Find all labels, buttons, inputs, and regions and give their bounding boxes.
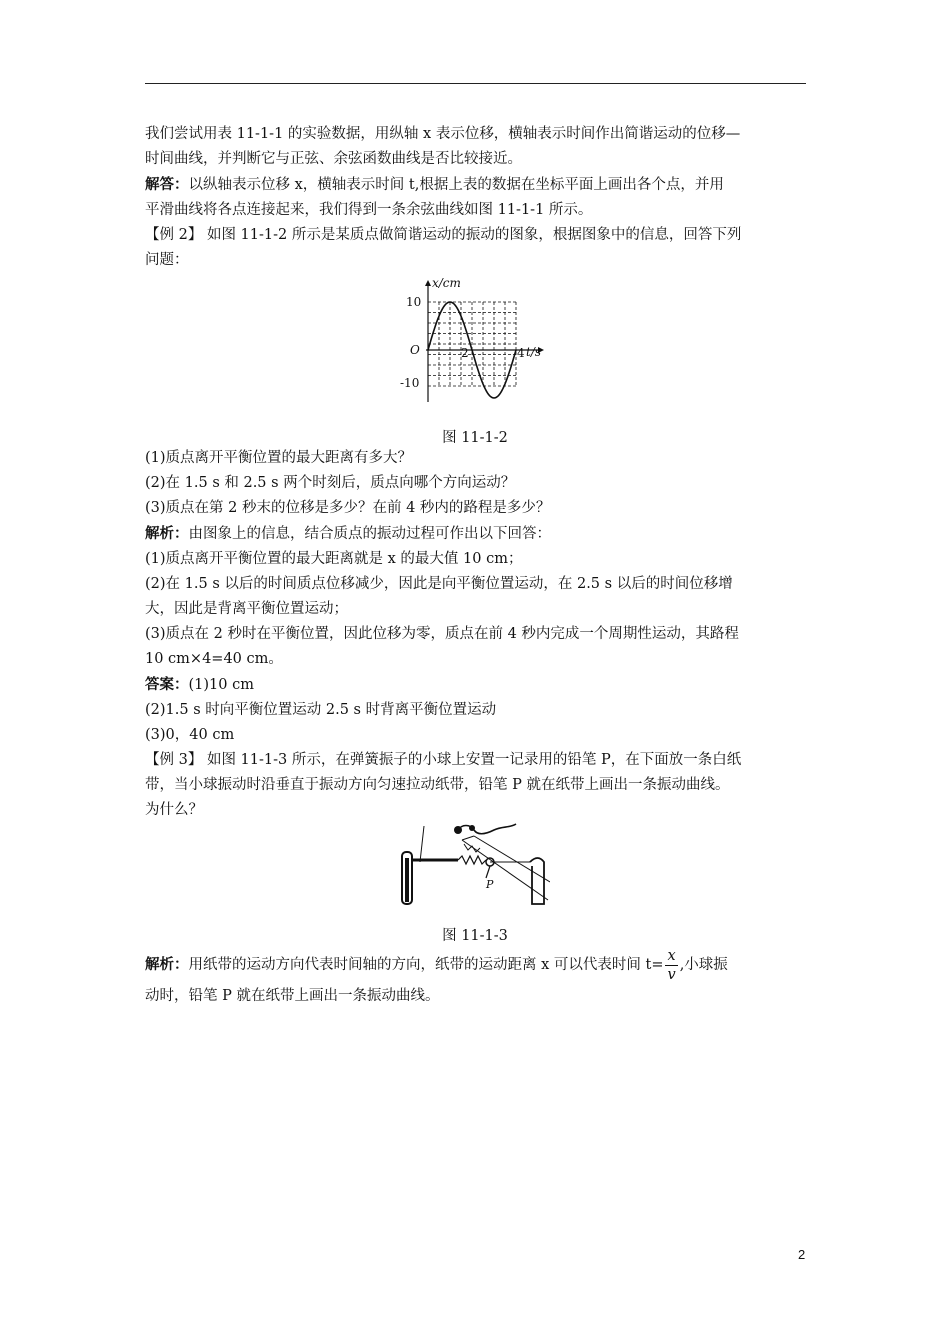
answer1-label: 解答： <box>145 176 189 193</box>
header-rule <box>145 83 806 84</box>
answer-detail-3b: 10 cm×4=40 cm。 <box>145 651 283 667</box>
y-axis-arrow <box>425 280 431 286</box>
answer-detail-2a: (2)在 1.5 s 以后的时间质点位移减少，因此是向平衡位置运动，在 2.5 s 以后的时间位移增 <box>145 576 733 592</box>
answer-label: 答案： <box>145 676 189 693</box>
x-tick-4: 4 <box>517 346 525 360</box>
pencil-p-label: P <box>486 878 494 891</box>
graph-grid <box>428 302 516 386</box>
answer1-line-1 <box>145 172 810 198</box>
example3-line-2: 带，当小球振动时沿垂直于振动方向匀速拉动纸带，铅笔 P 就在纸带上画出一条振动曲线。 <box>145 777 730 793</box>
analysis2-text-1b: ,小球振 <box>679 957 728 973</box>
example3-line-1: 【例 3】 如图 11-1-3 所示，在弹簧振子的小球上安置一记录用的铅笔 P，在下面放一条白纸 <box>145 752 742 768</box>
question-2: (2)在 1.5 s 和 2.5 s 两个时刻后，质点向哪个方向运动？ <box>145 475 516 491</box>
example2-line-1: 【例 2】 如图 11-1-2 所示是某质点做简谐运动的振动的图象，根据图象中的信息，回答下列 <box>145 227 742 243</box>
answer-3: (3)0，40 cm <box>145 727 235 743</box>
answer-detail-2b: 大，因此是背离平衡位置运动； <box>145 601 348 617</box>
answer-detail-3a: (3)质点在 2 秒时在平衡位置，因此位移为零，质点在前 4 秒内完成一个周期性运动，其路程 <box>145 626 739 642</box>
example2-line-2: 问题： <box>145 252 189 268</box>
answer1-line-2: 平滑曲线将各点连接起来，我们得到一条余弦曲线如图 11-1-1 所示。 <box>145 202 593 218</box>
answer-2: (2)1.5 s 时向平衡位置运动 2.5 s 时背离平衡位置运动 <box>145 702 497 718</box>
origin-label: O <box>410 343 420 357</box>
page-number: 2 <box>798 1247 806 1262</box>
analysis-text: 由图象上的信息，结合质点的振动过程可作出以下回答： <box>188 526 551 542</box>
example3-line-3: 为什么？ <box>145 802 203 818</box>
analysis-line <box>145 521 810 547</box>
analysis2-label: 解析： <box>145 956 189 973</box>
page-body-top <box>145 122 810 273</box>
answer-1: (1)10 cm <box>188 677 254 693</box>
figure2-caption: 图 11-1-3 <box>442 928 508 944</box>
question-1: (1)质点离开平衡位置的最大距离有多大？ <box>145 450 413 466</box>
fraction-denominator: v <box>667 966 676 983</box>
analysis-label: 解析： <box>145 525 189 542</box>
shm-graph-figure <box>398 274 550 406</box>
analysis2-line-2: 动时，铅笔 P 就在纸带上画出一条振动曲线。 <box>145 988 440 1004</box>
intro-line-2: 时间曲线，并判断它与正弦、余弦函数曲线是否比较接近。 <box>145 151 522 167</box>
fraction-numerator: x <box>665 947 677 966</box>
intro-line-1: 我们尝试用表 11-1-1 的实验数据，用纵轴 x 表示位移，横轴表示时间作出简谐运动的位移— <box>145 126 741 142</box>
page-body-bottom <box>145 946 810 1009</box>
y-tick-10: 10 <box>406 295 422 309</box>
y-axis-label: x/cm <box>432 276 461 290</box>
answer-line-1 <box>145 672 810 698</box>
answer1-text-1: 以纵轴表示位移 x，横轴表示时间 t,根据上表的数据在坐标平面上画出各个点，并用 <box>188 177 724 193</box>
time-fraction <box>665 947 677 984</box>
analysis2-line-1 <box>145 946 810 984</box>
y-tick-neg10: -10 <box>400 376 420 390</box>
x-tick-2: 2 <box>461 346 469 360</box>
question-3: (3)质点在第 2 秒末的位移是多少？在前 4 秒内的路程是多少？ <box>145 500 551 516</box>
spring-oscillator-figure <box>398 822 550 908</box>
answer-detail-1: (1)质点离开平衡位置的最大距离就是 x 的最大值 10 cm； <box>145 551 523 567</box>
figure1-caption: 图 11-1-2 <box>442 430 508 446</box>
analysis2-text-1: 用纸带的运动方向代表时间轴的方向，纸带的运动距离 x 可以代表时间 t= <box>188 957 664 973</box>
page-body-middle <box>145 446 810 823</box>
x-axis-label: t/s <box>526 345 542 359</box>
